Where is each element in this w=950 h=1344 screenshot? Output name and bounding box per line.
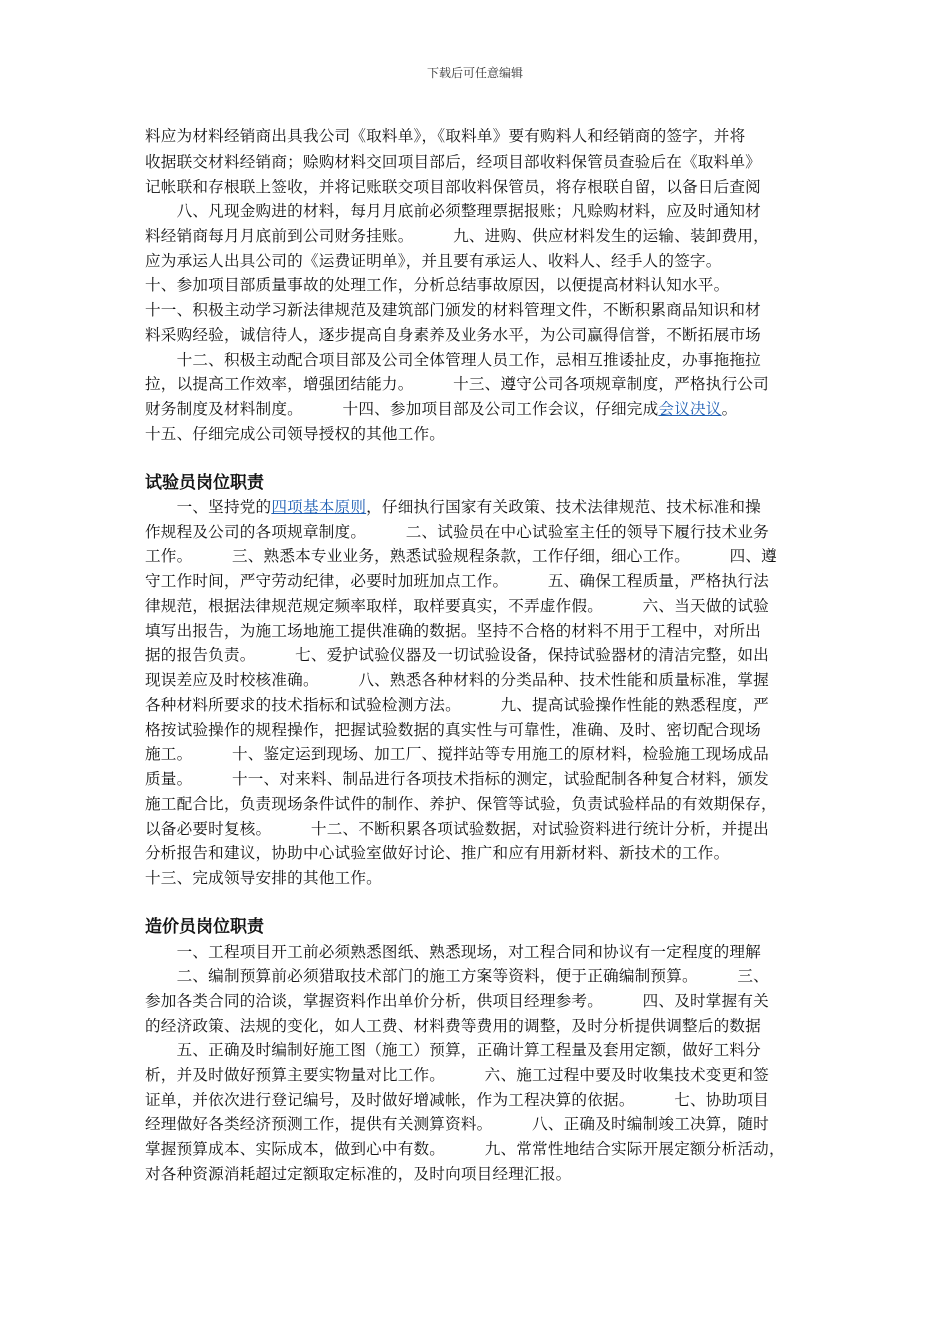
text-line: 拉，以提高工作效率，增强团结能力。 十三、遵守公司各项规章制度，严格执行公司 xyxy=(145,375,769,393)
text-run: 一、坚持党的 xyxy=(145,498,272,516)
text-line: 对各种资源消耗超过定额取定标准的，及时向项目经理汇报。 xyxy=(145,1165,572,1183)
text-line: 守工作时间，严守劳动纪律，必要时加班加点工作。 五、确保工程质量，严格执行法 xyxy=(145,572,769,590)
text-line xyxy=(145,399,737,419)
section-title-tester: 试验员岗位职责 xyxy=(145,473,264,493)
text-line: 记帐联和存根联上签收，并将记账联交项目部收料保管员，将存根联自留，以备日后查阅 xyxy=(145,178,761,196)
text-line: 一、工程项目开工前必须熟悉图纸、熟悉现场，对工程合同和协议有一定程度的理解 xyxy=(145,943,761,961)
text-line: 料采购经验，诚信待人，逐步提高自身素养及业务水平，为公司赢得信誉，不断拓展市场 xyxy=(145,326,761,344)
text-run: 。 xyxy=(721,400,738,418)
text-line: 料经销商每月月底前到公司财务挂账。 九、进购、供应材料发生的运输、装卸费用， xyxy=(145,227,769,245)
text-line: 以备必要时复核。 十二、不断积累各项试验数据，对试验资料进行统计分析，并提出 xyxy=(145,820,769,838)
text-line: 十一、积极主动学习新法律规范及建筑部门颁发的材料管理文件，不断积累商品知识和材 xyxy=(145,301,761,319)
text-line: 二、编制预算前必须猎取技术部门的施工方案等资料，便于正确编制预算。 三、 xyxy=(145,967,769,985)
text-line: 质量。 十一、对来料、制品进行各项技术指标的测定，试验配制各种复合材料，颁发 xyxy=(145,770,769,788)
text-line: 各种材料所要求的技术指标和试验检测方法。 九、提高试验操作性能的熟悉程度，严 xyxy=(145,696,769,714)
text-line: 据的报告负责。 七、爱护试验仪器及一切试验设备，保持试验器材的清洁完整，如出 xyxy=(145,646,769,664)
text-line: 料应为材料经销商出具我公司《取料单》，《取料单》要有购料人和经销商的签字，并将 xyxy=(145,127,746,145)
text-line: 格按试验操作的规程操作，把握试验数据的真实性与可靠性，准确、及时、密切配合现场 xyxy=(145,721,761,739)
text-line: 收据联交材料经销商；赊购材料交回项目部后，经项目部收料保管员查验后在《取料单》 xyxy=(145,153,761,171)
text-line: 掌握预算成本、实际成本，做到心中有数。 九、常常性地结合实际开展定额分析活动， xyxy=(145,1140,785,1158)
text-line: 十五、仔细完成公司领导授权的其他工作。 xyxy=(145,425,446,443)
page-header: 下载后可任意编辑 xyxy=(426,66,523,80)
text-line: 现误差应及时校核准确。 八、熟悉各种材料的分类品种、技术性能和质量标准，掌握 xyxy=(145,671,769,689)
text-line: 十二、积极主动配合项目部及公司全体管理人员工作，忌相互推诿扯皮，办事拖拖拉 xyxy=(145,351,761,369)
text-line: 施工。 十、鉴定运到现场、加工厂、搅拌站等专用施工的原材料，检验施工现场成品 xyxy=(145,745,769,763)
text-run: ，仔细执行国家有关政策、技术法律规范、技术标准和操 xyxy=(366,498,761,516)
text-line: 的经济政策、法规的变化，如人工费、材料费等费用的调整，及时分析提供调整后的数据 xyxy=(145,1017,761,1035)
text-line: 填写出报告，为施工场地施工提供准确的数据。坚持不合格的材料不用于工程中，对所出 xyxy=(145,622,761,640)
text-line: 五、正确及时编制好施工图（施工）预算，正确计算工程量及套用定额，做好工料分 xyxy=(145,1041,761,1059)
text-line: 应为承运人出具公司的《运费证明单》，并且要有承运人、收料人、经手人的签字。 xyxy=(145,252,722,270)
text-line: 律规范，根据法律规范规定频率取样，取样要真实，不弄虚作假。 六、当天做的试验 xyxy=(145,597,769,615)
text-line: 八、凡现金购进的材料，每月月底前必须整理票据报账；凡赊购材料，应及时通知材 xyxy=(145,202,761,220)
four-principles-link[interactable]: 四项基本原则 xyxy=(271,498,367,516)
text-line: 参加各类合同的洽谈，掌握资料作出单价分析，供项目经理参考。 四、及时掌握有关 xyxy=(145,992,769,1010)
text-line: 析，并及时做好预算主要实物量对比工作。 六、施工过程中要及时收集技术变更和签 xyxy=(145,1066,769,1084)
text-run: 财务制度及材料制度。 十四、参加项目部及公司工作会议，仔细完成 xyxy=(145,400,659,418)
text-line xyxy=(145,497,761,517)
text-line: 分析报告和建议，协助中心试验室做好讨论、推广和应有用新材料、新技术的工作。 xyxy=(145,844,730,862)
text-line: 证单，并依次进行登记编号，及时做好增减帐，作为工程决算的依据。 七、协助项目 xyxy=(145,1091,769,1109)
text-line: 作规程及公司的各项规章制度。 二、试验员在中心试验室主任的领导下履行技术业务 xyxy=(145,523,769,541)
text-line: 工作。 三、熟悉本专业业务，熟悉试验规程条款，工作仔细，细心工作。 四、遵 xyxy=(145,547,777,565)
text-line: 经理做好各类经济预测工作，提供有关测算资料。 八、正确及时编制竣工决算，随时 xyxy=(145,1115,769,1133)
text-line: 十三、完成领导安排的其他工作。 xyxy=(145,869,382,887)
text-line: 十、参加项目部质量事故的处理工作，分析总结事故原因，以便提高材料认知水平。 xyxy=(145,276,730,294)
meeting-resolution-link[interactable]: 会议决议 xyxy=(658,400,722,418)
text-line: 施工配合比，负责现场条件试件的制作、养护、保管等试验，负责试验样品的有效期保存， xyxy=(145,795,777,813)
section-title-cost-estimator: 造价员岗位职责 xyxy=(145,917,264,937)
